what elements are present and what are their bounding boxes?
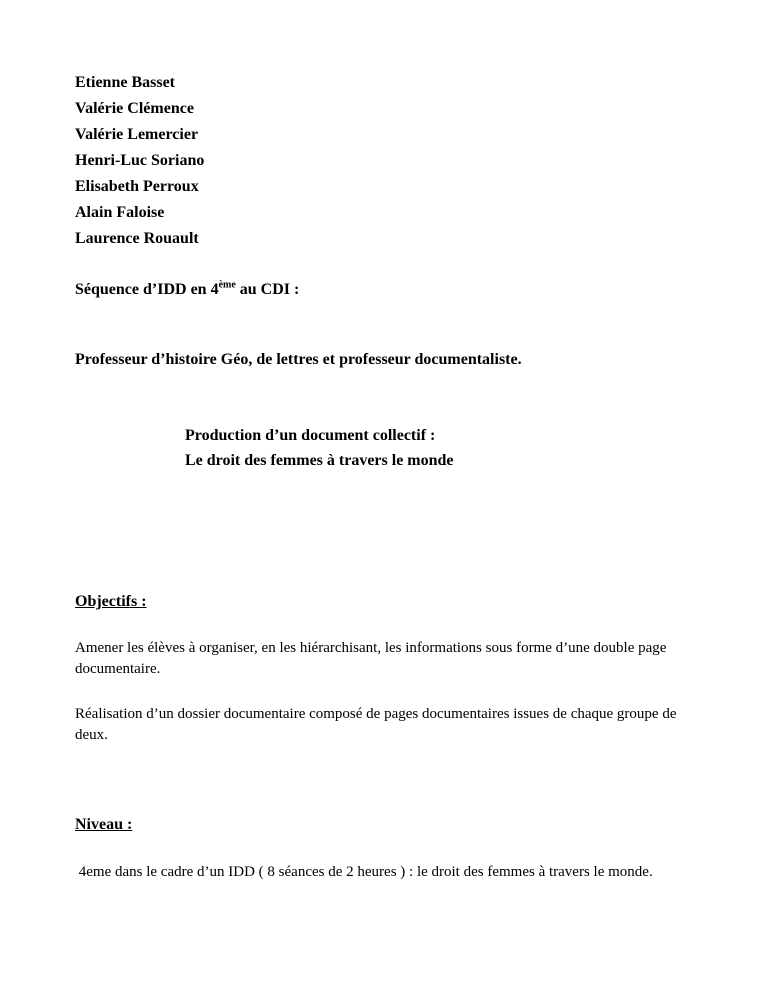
author-list	[75, 70, 696, 252]
author-name: Elisabeth Perroux	[75, 178, 199, 195]
author-name: Henri-Luc Soriano	[75, 152, 205, 169]
production-title-line2: Le droit des femmes à travers le monde	[185, 452, 454, 469]
sequence-title-prefix: Séquence d’IDD en 4	[75, 281, 219, 298]
production-title	[185, 423, 696, 473]
sequence-title-superscript: ème	[218, 279, 236, 291]
level-heading: Niveau :	[75, 816, 133, 833]
production-title-line1: Production d’un document collectif :	[185, 427, 436, 444]
objectives-heading: Objectifs :	[75, 593, 147, 610]
sequence-title	[75, 277, 696, 303]
author-name: Alain Faloise	[75, 204, 165, 221]
teachers-line: Professeur d’histoire Géo, de lettres et professeur documentaliste.	[75, 351, 522, 368]
author-name: Valérie Clémence	[75, 100, 194, 117]
objectives-paragraph: Amener les élèves à organiser, en les hiérarchisant, les informations sous forme d’une double page documentaire.	[75, 640, 667, 677]
author-name: Valérie Lemercier	[75, 126, 199, 143]
objectives-paragraph: Réalisation d’un dossier documentaire composé de pages documentaires issues de chaque groupe de deux.	[75, 706, 677, 743]
sequence-title-suffix: au CDI :	[235, 281, 300, 298]
level-text: 4eme dans le cadre d’un IDD ( 8 séances de 2 heures ) : le droit des femmes à travers le monde.	[75, 864, 653, 880]
author-name: Laurence Rouault	[75, 230, 199, 247]
author-name: Etienne Basset	[75, 74, 175, 91]
